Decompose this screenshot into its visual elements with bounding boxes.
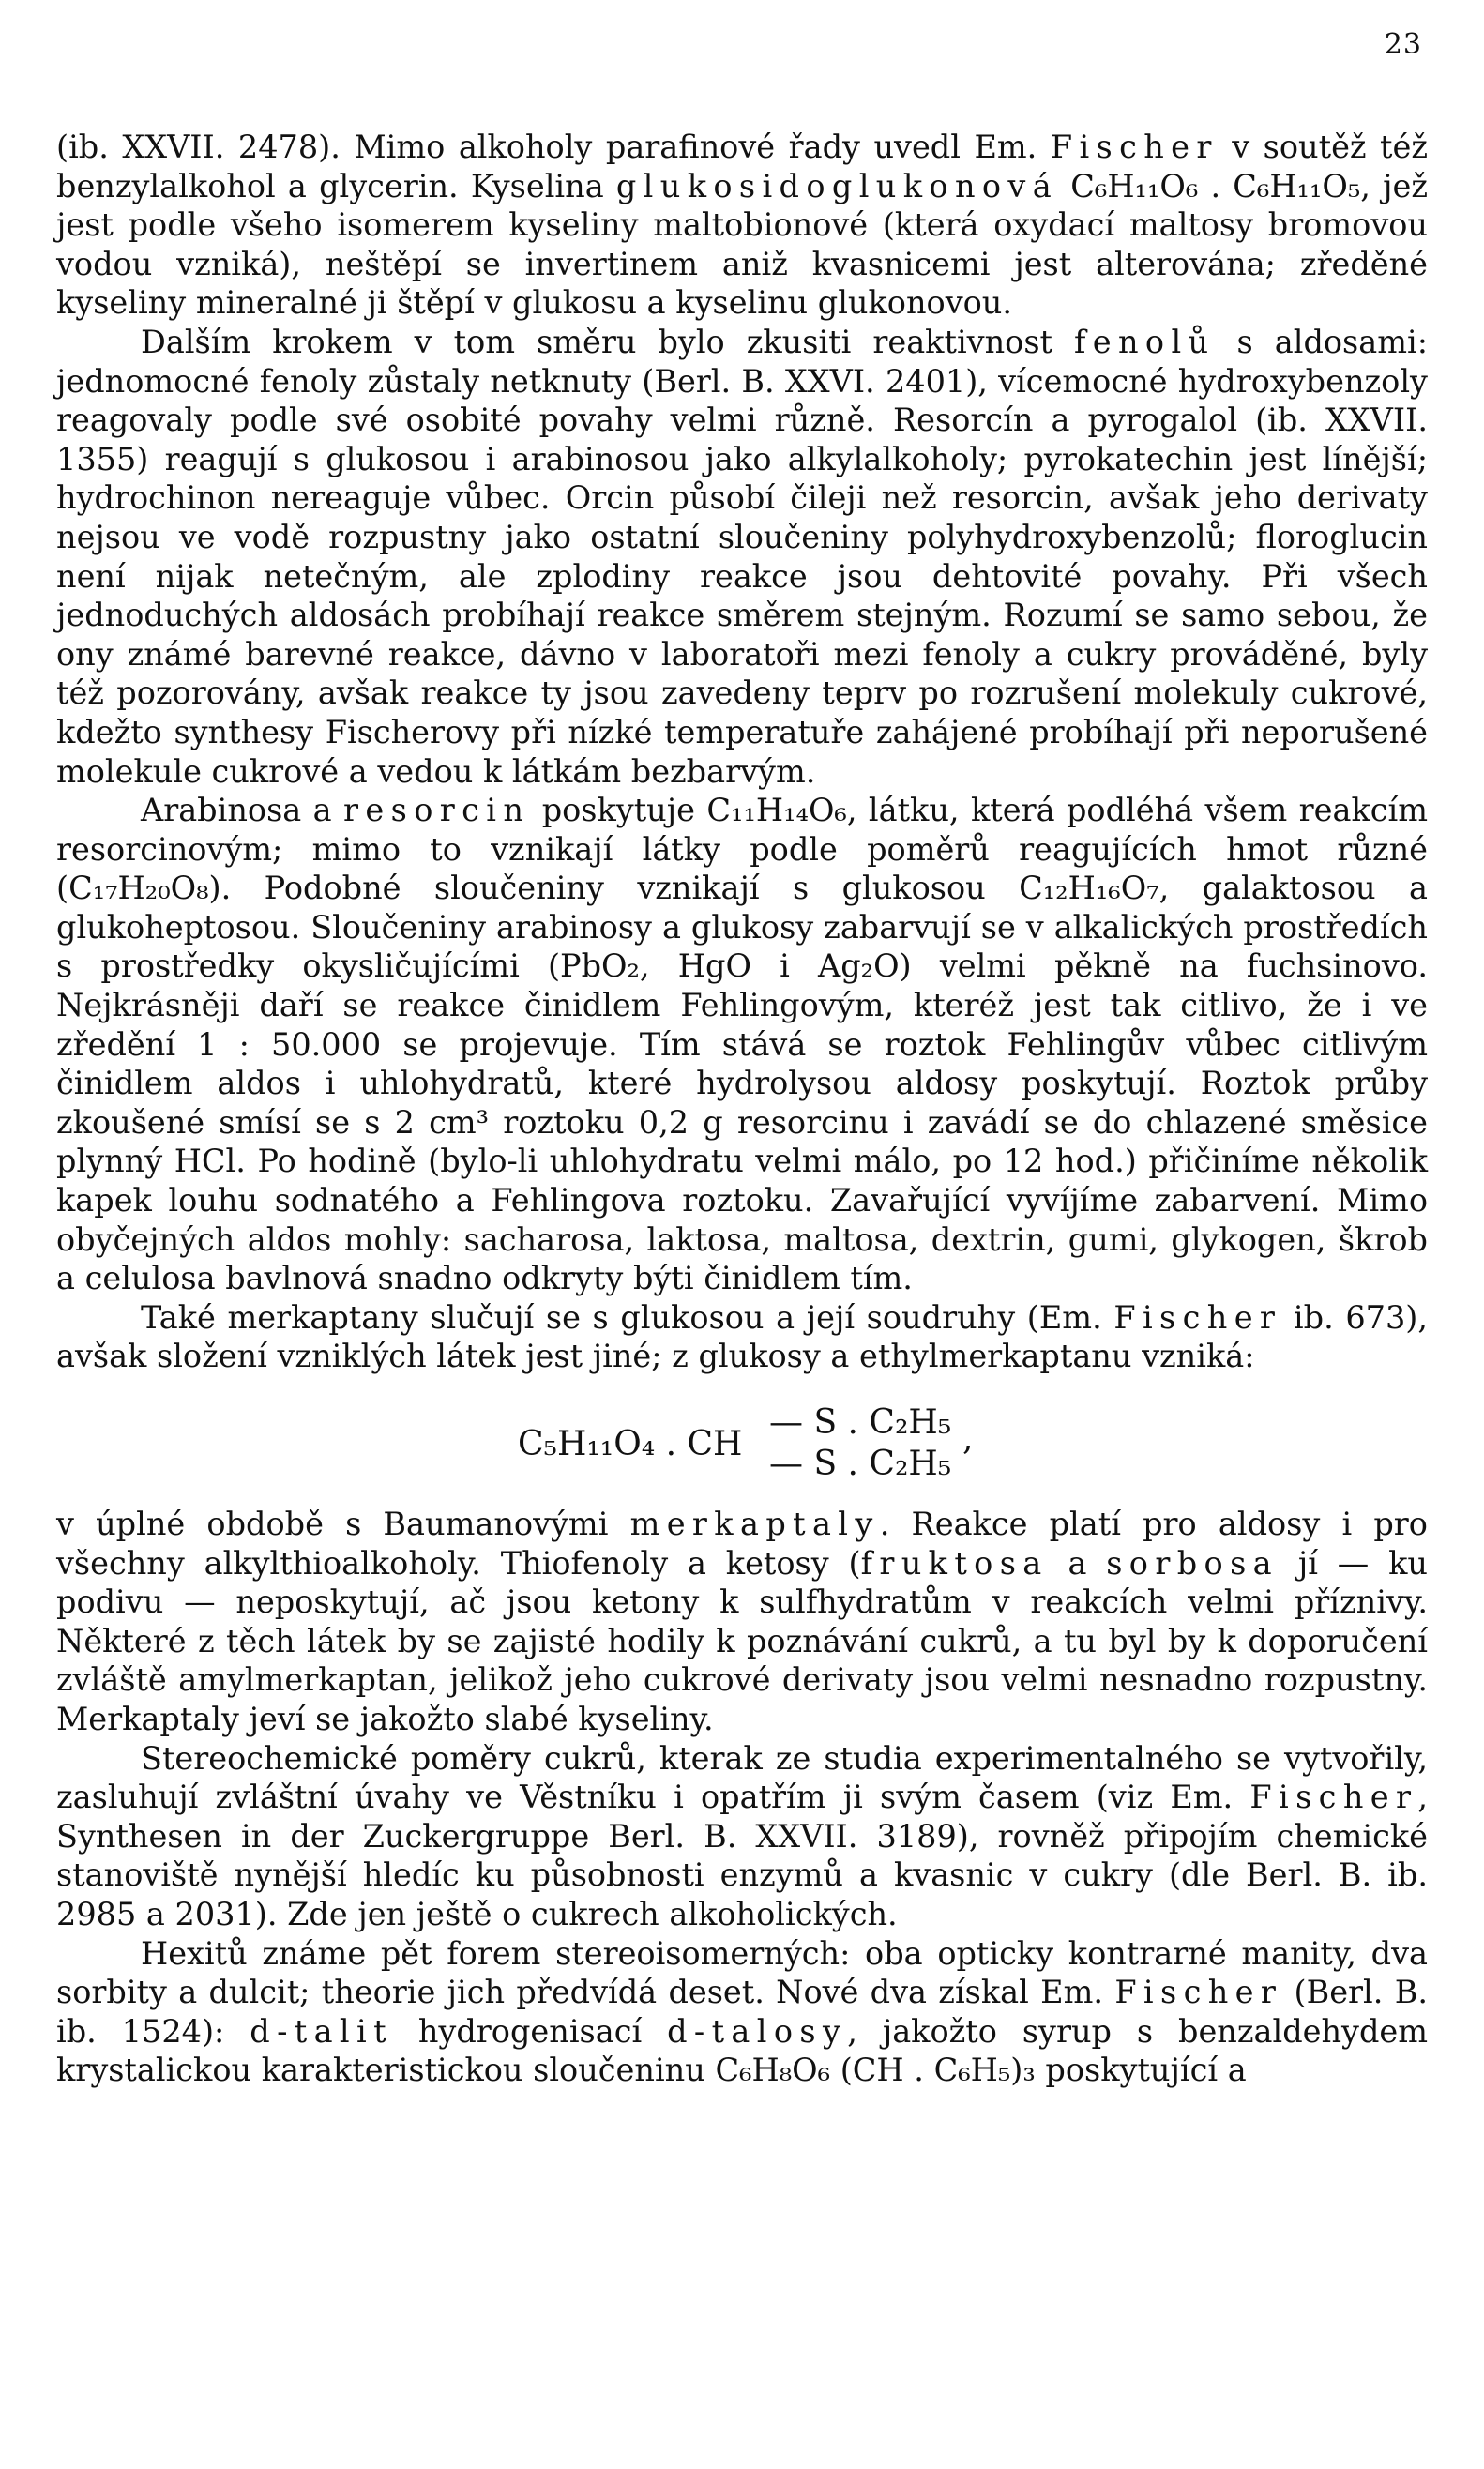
spaced-term: fruktosa	[860, 1544, 1049, 1582]
spaced-term: d-talosy	[667, 2012, 848, 2050]
paragraph-2: Dalším krokem v tom směru bylo zkusiti reaktivnost fenolů s aldosami: jednomocné fenoly zůstaly netknuty (Berl. B. XXVI. 2401), vícemocné hydroxybenzoly reagovaly podle své osobité povahy velmi různě. Resorcín a pyrogalol (ib. XXVII. 1355) reagují s glukosou i arabinosou jako alkylalkoholy; pyrokatechin jest línější; hydrochinon nereaguje vůbec. Orcin působí čileji než resorcin, avšak jeho derivaty nejsou ve vodě rozpustny jako ostatní sloučeniny polyhydroxybenzolů; floroglucin není nijak netečným, ale zplodiny reakce jsou dehtovité povahy. Při všech jednoduchých aldosách probíhají reakce směrem stejným. Rozumí se samo sebou, že ony známé barevné reakce, dávno v laboratoři mezi fenoly a cukry prováděné, byly též pozorovány, avšak reakce ty jsou zavedeny teprv po rozrušení molekuly cukrové, kdežto synthesy Fischerovy při nízké temperatuře zahájené probíhají při neporušené molekule cukrové a vedou k látkám bezbarvým.	[56, 323, 1428, 790]
author-name: Fischer	[1113, 1298, 1282, 1336]
chemical-formula	[56, 1384, 1428, 1501]
paragraph-5: v úplné obdobě s Baumanovými merkaptaly. Reakce platí pro aldosy i pro všechny alkylthioalkoholy. Thiofenoly a ketosy (fruktosa a sorbosa jí — ku podivu — neposkytují, ač jsou ketony k sulfhydratům v reakcích velmi příznivy. Některé z těch látek by se zajisté hodily k poznávání cukrů, a tu byl by k doporučení zvláště amylmerkaptan, jelikož jeho cukrové derivaty jsou velmi nesnadno rozpustny. Merkaptaly jeví se jakožto slabé kyseliny.	[56, 1506, 1428, 1737]
paragraph-4: Také merkaptany slučují se s glukosou a její soudruhy (Em. Fischer ib. 673), avšak složení vzniklých látek jest jiné; z glukosy a ethylmerkaptanu vzniká:	[56, 1298, 1429, 1375]
spaced-term: fenolů	[1074, 323, 1216, 360]
paragraph-7: Hexitů známe pět forem stereoisomerných: oba opticky kontrarné manity, dva sorbity a dulcit; theorie jich předvídá deset. Nové dva získal Em. Fischer (Berl. B. ib. 1524): d-talit hydrogenisací d-talosy, jakožto syrup s benzaldehydem krystalickou karakteristickou sloučeninu C₆H₈O₆ (CH . C₆H₅)₃ poskytující a	[56, 1934, 1429, 2089]
paragraph-6: Stereochemické poměry cukrů, kterak ze studia experimentalného se vytvořily, zasluhují zvláštní úvahy ve Věstníku i opatřím ji svým časem (viz Em. Fischer, Synthesen in der Zuckergruppe Berl. B. XXVII. 3189), rovněž připojím chemické stanoviště nynější hledíc ku působnosti enzymů a kvasnic v cukry (dle Berl. B. ib. 2985 a 2031). Zde jen ještě o cukrech alkoholických.	[56, 1739, 1428, 1932]
spaced-term: merkaptaly	[629, 1506, 880, 1542]
paragraph-3: Arabinosa a resorcin poskytuje C₁₁H₁₄O₆, látku, která podléhá všem reakcím resorcinovým; mimo to vznikají látky podle poměrů reagujících hmot různé (C₁₇H₂₀O₈). Podobné sloučeniny vznikají s glukosou C₁₂H₁₆O₇, galaktosou a glukoheptosou. Sloučeniny arabinosy a glukosy zabarvují se v alkalických prostředích s prostředky okysličujícími (PbO₂, HgO i Ag₂O) velmi pěkně na fuchsinovo. Nejkrásněji daří se reakce činidlem Fehlingovým, kteréž jest tak citlivo, že i ve zředění 1 : 50.000 se projevuje. Tím stává se roztok Fehlingův vůbec citlivým činidlem aldos i uhlohydratů, které hydrolysou aldosy poskytují. Roztok průby zkoušené smísí se s 2 cm³ roztoku 0,2 g resorcinu i zavádí se do chlazené směsice plynný HCl. Po hodině (bylo-li uhlohydratu velmi málo, po 12 hod.) přičiníme několik kapek louhu sodnatého a Fehlingova roztoku. Zavařující vyvíjíme zabarvení. Mimo obyčejných aldos mohly: sacharosa, laktosa, maltosa, dextrin, gumi, glykogen, škrob a celulosa bavlnová snadno odkryty býti činidlem tím.	[56, 792, 1428, 1297]
author-name: Fischer	[1050, 129, 1219, 165]
author-name: Fischer	[1114, 1974, 1283, 2011]
spaced-term: sorbosa	[1106, 1544, 1279, 1582]
spaced-term: resorcin	[343, 792, 531, 829]
author-name: Fischer	[1249, 1779, 1418, 1816]
page-number: 23	[1384, 28, 1422, 61]
formula-main: C₅H₁₁O₄ . CH	[518, 1425, 743, 1463]
spaced-term: d-talit	[250, 2012, 393, 2050]
formula-branch-bottom: — S . C₂H₅	[769, 1445, 952, 1483]
body-text	[56, 128, 1428, 2090]
spaced-term: glukosidoglukonová	[615, 167, 1059, 204]
paragraph-1: (ib. XXVII. 2478). Mimo alkoholy parafinové řady uvedl Em. Fischer v soutěž též benzylalkohol a glycerin. Kyselina glukosidoglukonová C₆H₁₁O₆ . C₆H₁₁O₅, jež jest podle všeho isomerem kyseliny maltobionové (která oxydací maltosy bromovou vodou vzniká), neštěpí se invertinem aniž kvasnicemi jest alterována; zředěné kyseliny mineralné ji štěpí v glukosu a kyselinu glukonovou.	[56, 129, 1428, 322]
formula-comma: ,	[962, 1419, 974, 1458]
formula-branches	[769, 1402, 951, 1485]
formula-branch-top: — S . C₂H₅	[769, 1403, 952, 1442]
